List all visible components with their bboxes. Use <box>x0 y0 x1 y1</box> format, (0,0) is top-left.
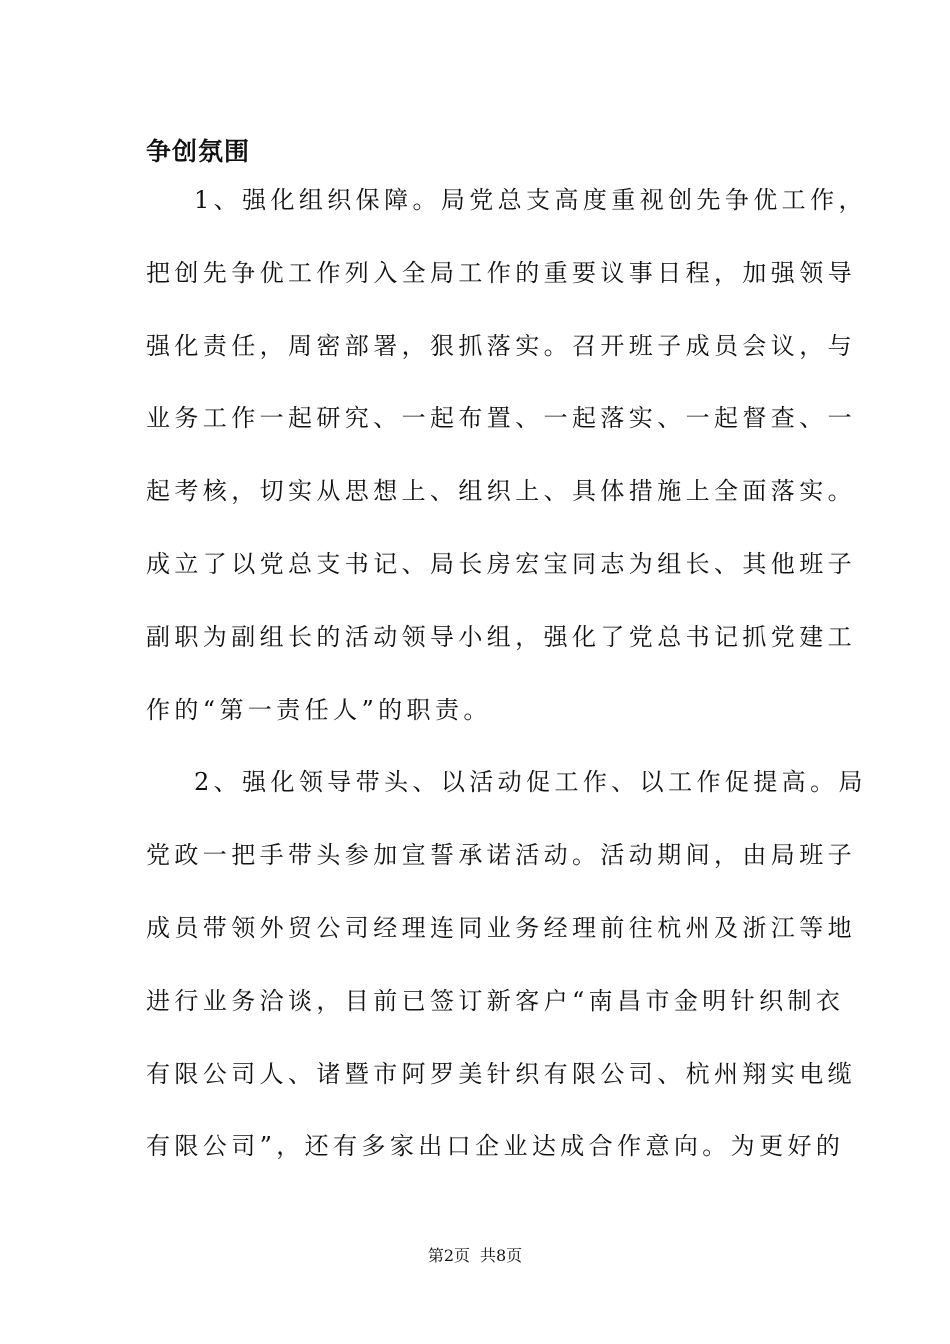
paragraph-line: 业务工作一起研究、一起布置、一起落实、一起督查、一 <box>146 404 856 433</box>
paragraph-line: 副职为副组长的活动领导小组，强化了党总书记抓党建工 <box>146 622 856 651</box>
paragraph-line: 进行业务洽谈，目前已签订新客户“南昌市金明针织制衣 <box>146 986 845 1015</box>
page-total: 共8页 <box>480 1246 523 1265</box>
paragraph-line: 有限公司”，还有多家出口企业达成合作意向。为更好的 <box>146 1132 845 1161</box>
page-footer <box>0 1243 950 1266</box>
page-number: 第2页 <box>427 1246 470 1265</box>
paragraph-line: 党政一把手带头参加宣誓承诺活动。活动期间，由局班子 <box>146 841 856 870</box>
body-text <box>146 164 867 1183</box>
paragraph-line: 作的“第一责任人”的职责。 <box>146 695 492 724</box>
paragraph-line: 起考核，切实从思想上、组织上、具体措施上全面落实。 <box>146 477 856 506</box>
paragraph-line: 成员带领外贸公司经理连同业务经理前往杭州及浙江等地 <box>146 913 856 942</box>
paragraph-line: 把创先争优工作列入全局工作的重要议事日程，加强领导 <box>146 258 856 287</box>
paragraph-line: 2、强化领导带头、以活动促工作、以工作促提高。局 <box>194 768 867 797</box>
paragraph-line: 1、强化组织保障。局党总支高度重视创先争优工作， <box>194 186 867 214</box>
paragraph-line: 强化责任，周密部署，狠抓落实。召开班子成员会议，与 <box>146 331 856 360</box>
paragraph-line: 有限公司人、诸暨市阿罗美针织有限公司、杭州翔实电缆 <box>146 1059 856 1088</box>
paragraph-line: 成立了以党总支书记、局长房宏宝同志为组长、其他班子 <box>146 549 856 578</box>
section-heading: 争创氛围 <box>146 137 251 166</box>
